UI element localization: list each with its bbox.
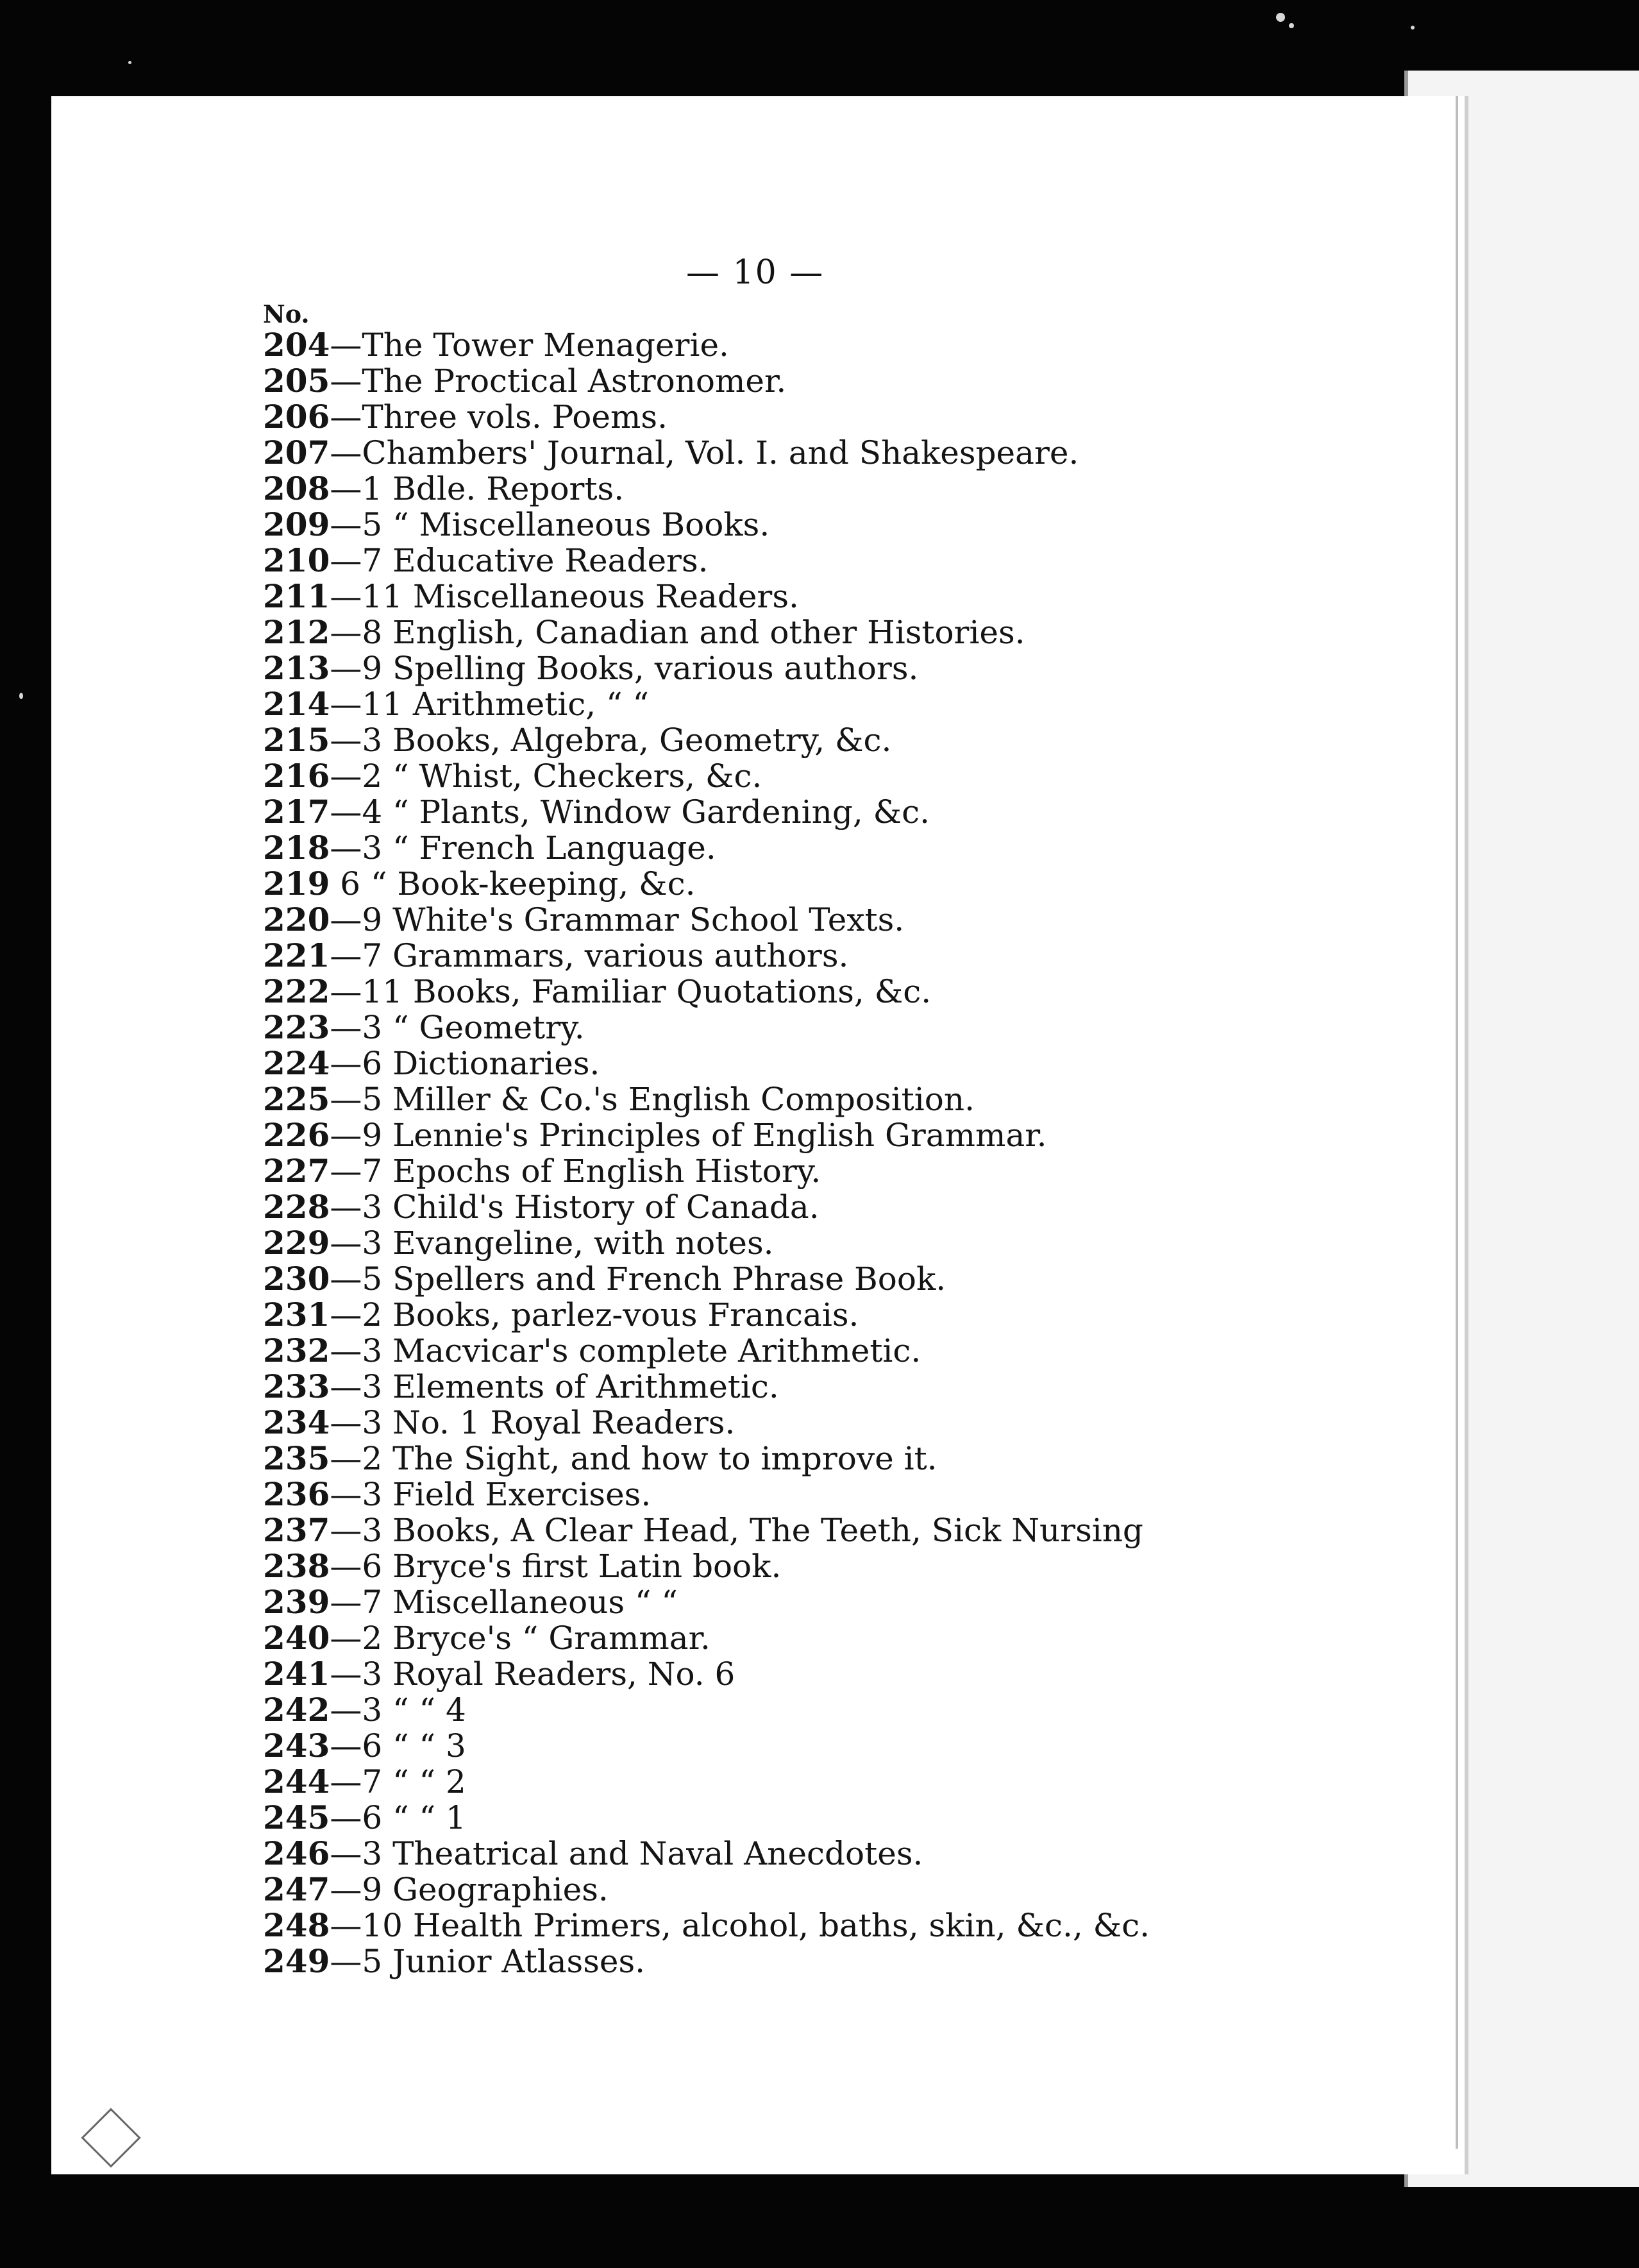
list-item: [263, 722, 1417, 758]
item-list: [263, 301, 1417, 1979]
item-number: 234: [263, 1403, 330, 1441]
list-item: [263, 1836, 1417, 1872]
item-number: 223: [263, 1008, 330, 1046]
item-number: 225: [263, 1080, 330, 1118]
item-description: —4 “ Plants, Window Gardening, &c.: [330, 793, 930, 831]
item-description: 6 “ Book-keeping, &c.: [330, 865, 696, 902]
list-item: [263, 363, 1417, 399]
item-number: 239: [263, 1583, 330, 1621]
list-item: [263, 1369, 1417, 1405]
item-description: —Chambers' Journal, Vol. I. and Shakespeare.: [330, 434, 1079, 471]
item-number: 248: [263, 1906, 330, 1944]
item-description: —6 “ “ 3: [330, 1727, 466, 1764]
item-description: —3 Field Exercises.: [330, 1476, 651, 1513]
list-item: [263, 507, 1417, 543]
item-description: —7 Grammars, various authors.: [330, 937, 849, 974]
item-number: 204: [263, 326, 330, 364]
item-number: 224: [263, 1044, 330, 1082]
item-number: 227: [263, 1152, 330, 1190]
list-item: [263, 830, 1417, 866]
item-number: 218: [263, 829, 330, 867]
item-number: 206: [263, 398, 330, 436]
list-item: [263, 1584, 1417, 1620]
list-item: [263, 1010, 1417, 1045]
list-item: [263, 1261, 1417, 1297]
dust-speck: [1289, 23, 1294, 28]
item-number: 241: [263, 1655, 330, 1693]
item-number: 242: [263, 1691, 330, 1729]
item-number: 246: [263, 1834, 330, 1872]
item-description: —7 Educative Readers.: [330, 542, 709, 579]
item-number: 216: [263, 757, 330, 795]
list-item: [263, 1872, 1417, 1908]
list-item: [263, 1225, 1417, 1261]
list-item: [263, 1081, 1417, 1117]
list-item: [263, 1512, 1417, 1548]
item-number: 232: [263, 1332, 330, 1369]
item-description: —9 Spelling Books, various authors.: [330, 650, 919, 687]
list-header: No.: [263, 300, 310, 328]
item-description: —2 Books, parlez-vous Francais.: [330, 1296, 859, 1333]
item-number: 230: [263, 1260, 330, 1298]
list-item: [263, 1764, 1417, 1800]
item-number: 240: [263, 1619, 330, 1657]
item-description: —7 Miscellaneous “ “: [330, 1584, 678, 1621]
item-number: 211: [263, 577, 330, 615]
item-description: —5 “ Miscellaneous Books.: [330, 506, 770, 543]
item-description: —10 Health Primers, alcohol, baths, skin, &c., &c.: [330, 1907, 1150, 1944]
list-item: [263, 1189, 1417, 1225]
item-description: —8 English, Canadian and other Histories.: [330, 614, 1025, 651]
dust-speck: [19, 693, 23, 699]
item-number: 217: [263, 793, 330, 831]
item-number: 219: [263, 865, 330, 902]
item-description: —3 Macvicar's complete Arithmetic.: [330, 1332, 921, 1369]
item-number: 222: [263, 972, 330, 1010]
list-item: [263, 794, 1417, 830]
item-number: 207: [263, 434, 330, 471]
item-description: —5 Spellers and French Phrase Book.: [330, 1260, 946, 1298]
item-number: 221: [263, 936, 330, 974]
list-item: [263, 1908, 1417, 1943]
list-item: [263, 1692, 1417, 1728]
item-description: —3 Books, Algebra, Geometry, &c.: [330, 722, 892, 759]
item-number: 212: [263, 613, 330, 651]
item-description: —3 “ Geometry.: [330, 1009, 585, 1046]
list-item: [263, 974, 1417, 1010]
item-description: —9 Geographies.: [330, 1871, 609, 1908]
list-item: [263, 1943, 1417, 1979]
item-number: 220: [263, 901, 330, 938]
item-description: —5 Junior Atlasses.: [330, 1943, 646, 1980]
item-description: —3 Books, A Clear Head, The Teeth, Sick Nursing: [330, 1512, 1143, 1549]
item-description: —7 Epochs of English History.: [330, 1153, 821, 1190]
list-item: [263, 614, 1417, 650]
list-item: [263, 1728, 1417, 1764]
item-description: —3 Royal Readers, No. 6: [330, 1655, 735, 1693]
list-item: [263, 866, 1417, 902]
item-description: —9 White's Grammar School Texts.: [330, 901, 905, 938]
list-item: [263, 1405, 1417, 1441]
list-item: [263, 650, 1417, 686]
item-number: 245: [263, 1798, 330, 1836]
item-description: —2 Bryce's “ Grammar.: [330, 1620, 710, 1657]
item-description: —3 Child's History of Canada.: [330, 1189, 820, 1226]
list-item: [263, 1548, 1417, 1584]
list-item: [263, 1620, 1417, 1656]
item-number: 235: [263, 1439, 330, 1477]
item-number: 208: [263, 470, 330, 507]
item-description: —3 Theatrical and Naval Anecdotes.: [330, 1835, 923, 1872]
item-number: 243: [263, 1727, 330, 1764]
item-number: 244: [263, 1763, 330, 1800]
list-item: [263, 938, 1417, 974]
item-number: 214: [263, 685, 330, 723]
item-number: 205: [263, 362, 330, 400]
list-item: [263, 327, 1417, 363]
dust-speck: [128, 61, 131, 64]
item-description: —2 “ Whist, Checkers, &c.: [330, 757, 762, 795]
item-number: 213: [263, 649, 330, 687]
list-item: [263, 579, 1417, 614]
item-description: —6 “ “ 1: [330, 1799, 466, 1836]
item-description: —3 “ French Language.: [330, 829, 716, 867]
item-number: 247: [263, 1870, 330, 1908]
dust-speck: [1276, 13, 1285, 22]
item-number: 236: [263, 1475, 330, 1513]
list-item: [263, 1441, 1417, 1477]
list-item: [263, 1297, 1417, 1333]
item-number: 210: [263, 541, 330, 579]
item-number: 237: [263, 1511, 330, 1549]
item-description: —3 No. 1 Royal Readers.: [330, 1404, 735, 1441]
item-number: 229: [263, 1224, 330, 1262]
page-number: — 10 —: [686, 253, 825, 292]
item-number: 238: [263, 1547, 330, 1585]
list-item: [263, 1800, 1417, 1836]
item-description: —6 Bryce's first Latin book.: [330, 1548, 782, 1585]
list-body: [263, 327, 1417, 1979]
item-description: —2 The Sight, and how to improve it.: [330, 1440, 937, 1477]
list-item: [263, 1656, 1417, 1692]
page-fold-line: [1456, 96, 1458, 2149]
list-item: [263, 471, 1417, 507]
item-number: 215: [263, 721, 330, 759]
item-description: —11 Arithmetic, “ “: [330, 686, 650, 723]
item-number: 233: [263, 1367, 330, 1405]
list-item: [263, 399, 1417, 435]
list-item: [263, 758, 1417, 794]
item-description: —The Tower Menagerie.: [330, 326, 729, 364]
item-number: 231: [263, 1296, 330, 1333]
list-item: [263, 1477, 1417, 1512]
list-item: [263, 1333, 1417, 1369]
item-number: 226: [263, 1116, 330, 1154]
item-number: 249: [263, 1942, 330, 1980]
item-description: —Three vols. Poems.: [330, 398, 668, 436]
item-description: —9 Lennie's Principles of English Grammar.: [330, 1117, 1047, 1154]
list-item: [263, 1117, 1417, 1153]
item-description: —1 Bdle. Reports.: [330, 470, 625, 507]
item-description: —11 Books, Familiar Quotations, &c.: [330, 973, 932, 1010]
list-item: [263, 543, 1417, 579]
list-item: [263, 902, 1417, 938]
item-description: —3 “ “ 4: [330, 1691, 466, 1729]
list-item: [263, 1153, 1417, 1189]
item-description: —11 Miscellaneous Readers.: [330, 578, 799, 615]
item-description: —3 Elements of Arithmetic.: [330, 1368, 779, 1405]
item-number: 209: [263, 505, 330, 543]
item-number: 228: [263, 1188, 330, 1226]
dust-speck: [1411, 26, 1415, 30]
list-item: [263, 686, 1417, 722]
item-description: —7 “ “ 2: [330, 1763, 466, 1800]
item-description: —3 Evangeline, with notes.: [330, 1224, 774, 1262]
item-description: —The Proctical Astronomer.: [330, 362, 787, 400]
list-item: [263, 1045, 1417, 1081]
list-item: [263, 435, 1417, 471]
item-description: —5 Miller & Co.'s English Composition.: [330, 1081, 975, 1118]
item-description: —6 Dictionaries.: [330, 1045, 600, 1082]
